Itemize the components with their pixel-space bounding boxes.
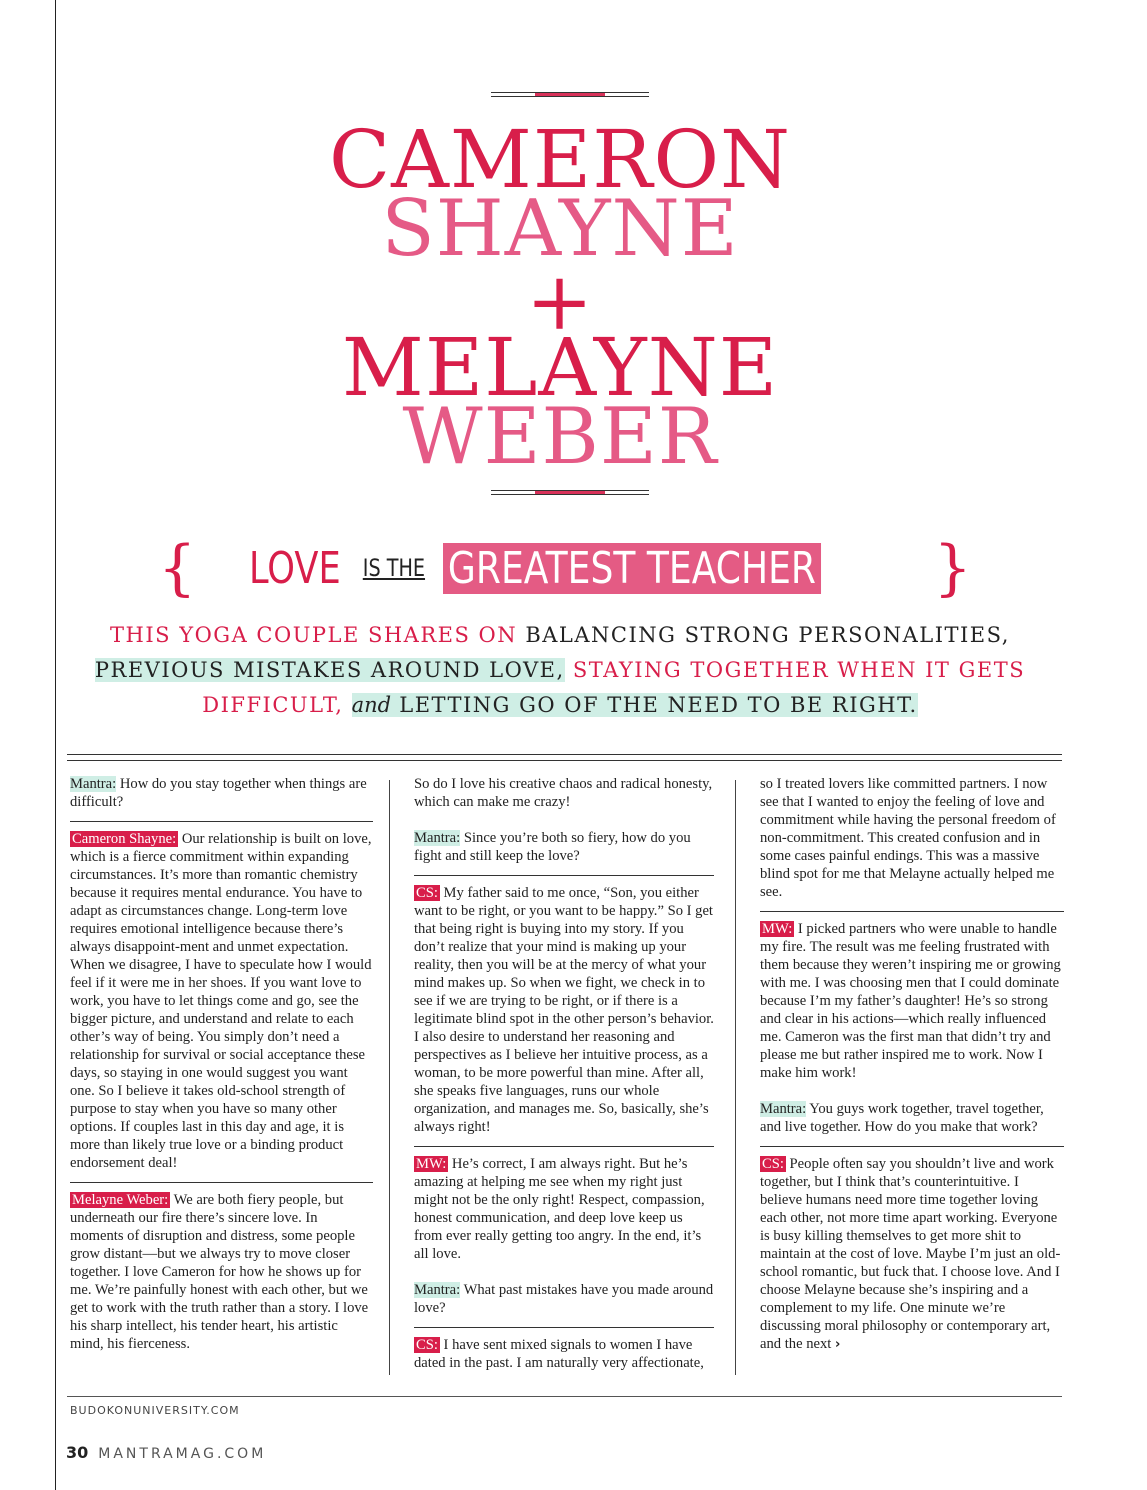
page-number: 30 bbox=[66, 1443, 89, 1462]
qa-paragraph bbox=[760, 1146, 1064, 1354]
body-bottom-rule bbox=[67, 1396, 1062, 1397]
qa-paragraph bbox=[414, 775, 714, 811]
column-2 bbox=[414, 775, 714, 1390]
speaker-label: Melayne Weber: bbox=[72, 1192, 169, 1208]
paragraph-text: Since you’re both so fiery, how do you fight and still keep the love? bbox=[414, 830, 691, 864]
qa-paragraph bbox=[414, 1281, 714, 1317]
qa-paragraph bbox=[70, 775, 373, 811]
subtitle-love: LOVE bbox=[249, 542, 342, 594]
paragraph-text: People often say you shouldn’t live and work together, but I think that’s counterintuitive. I believe humans need more time together loving each other, not more time apart working. Everyone is busy killing themselves to get more shit to maintain at the cost of love. Maybe I’m just an old-school romantic, but fuck that. I choose love. And I choose Melayne because she’s inspiring and a complement to my life. One minute we’re discussing moral philosophy or contemporary art, and the next bbox=[760, 1156, 1061, 1352]
paragraph-text: He’s correct, I am always right. But he’s amazing at helping me see when my right just might not be the only right! Respect, compassion, honest communication, and deep love keep us from ever really getting too angry. In the end, it’s all love. bbox=[414, 1156, 705, 1262]
speaker-label: Cameron Shayne: bbox=[72, 831, 177, 847]
subtitle-greatest-teacher: GREATEST TEACHER bbox=[443, 543, 821, 594]
magazine-site: MANTRAMAG.COM bbox=[98, 1446, 267, 1462]
qa-paragraph bbox=[70, 1182, 373, 1353]
paragraph-text: How do you stay together when things are difficult? bbox=[70, 776, 367, 810]
deck-part-1: THIS YOGA COUPLE SHARES ON bbox=[110, 623, 526, 647]
speaker-label: Mantra: bbox=[414, 830, 461, 846]
speaker-label: Mantra: bbox=[70, 776, 117, 792]
qa-paragraph bbox=[70, 821, 373, 1172]
paragraph-text: My father said to me once, “Son, you either want to be right, or you want to be happy.” So I get that being right is buying into my story. If you don’t realize that your mind is making up your reality, then you will be at the mercy of what your mind makes up. So when we fight, we check in to see if we are trying to be right, or if there is a legitimate blind spot in the other person’s behavior. I also desire to understand her reasoning and perspectives as I believe her intuitive process, as a woman, to be more powerful than mine. After all, she speaks five languages, runs our whole organization, and manages me. So, basically, she’s always right! bbox=[414, 885, 714, 1135]
qa-paragraph bbox=[760, 775, 1064, 901]
continue-arrow-icon: › bbox=[834, 1337, 841, 1352]
paragraph-text: So do I love his creative chaos and radical honesty, which can make me crazy! bbox=[414, 776, 713, 810]
photo-credit: BUDOKONUNIVERSITY.COM bbox=[70, 1404, 240, 1417]
title-ornament-top bbox=[491, 92, 649, 98]
speaker-label: CS: bbox=[416, 1337, 438, 1353]
paragraph-text: What past mistakes have you made around love? bbox=[414, 1282, 714, 1316]
paragraph-text: I picked partners who were unable to handle my fire. The result was me feeling frustrated with them because they weren’t inspiring me or growing with me. I was choosing men that I could dominate because I’m my father’s daughter! He’s so strong and clear in his actions—which really influenced me. Cameron was the first man that didn’t try and please me but rather inspired me to work. Now I make him work! bbox=[760, 921, 1061, 1081]
subtitle-open-brace: { bbox=[158, 533, 197, 603]
column-divider bbox=[389, 780, 390, 1375]
qa-paragraph bbox=[760, 1100, 1064, 1136]
deck-part-and: and bbox=[351, 693, 392, 717]
paragraph-text: We are both fiery people, but underneath our fire there’s sincere love. In moments of disruption and distress, some people grow distant—but we always try to move closer together. I love Cameron for how he shows up for me. We’re painfully honest with each other, but we get to work with the truth rather than a story. I love his sharp intellect, his tender heart, his artistic mind, his fierceness. bbox=[70, 1192, 369, 1352]
column-divider bbox=[735, 780, 736, 1375]
paragraph-text: You guys work together, travel together, and live together. How do you make that work? bbox=[760, 1101, 1044, 1135]
deck-part-4: STAYING TOGETHER WHEN IT GETS DIFFICULT, bbox=[202, 658, 1026, 717]
qa-paragraph bbox=[414, 875, 714, 1136]
subtitle bbox=[0, 533, 1130, 603]
speaker-label: MW: bbox=[762, 921, 793, 937]
column-1 bbox=[70, 775, 373, 1371]
column-3 bbox=[760, 775, 1064, 1372]
paragraph-text: so I treated lovers like committed partners. I now see that I wanted to enjoy the feeling of love and commitment while having the personal freedom of non-commitment. This created confusion and in some cases painful endings. This was a massive blind spot for me that Melayne actually helped me see. bbox=[760, 776, 1056, 900]
qa-paragraph bbox=[414, 829, 714, 865]
qa-paragraph bbox=[414, 1146, 714, 1263]
deck-part-6: LETTING GO OF THE NEED TO BE RIGHT. bbox=[391, 693, 918, 717]
folio bbox=[66, 1443, 266, 1462]
body-top-rule bbox=[67, 754, 1062, 761]
speaker-label: Mantra: bbox=[760, 1101, 807, 1117]
speaker-label: CS: bbox=[762, 1156, 784, 1172]
paragraph-text: I have sent mixed signals to women I have dated in the past. I am naturally very affectionate, bbox=[414, 1337, 704, 1371]
title-ornament-bottom bbox=[491, 490, 649, 496]
subtitle-close-brace: } bbox=[933, 533, 972, 603]
paragraph-text: Our relationship is built on love, which is a fierce commitment within expanding circumstances. It’s more than romantic chemistry because it requires mental endurance. You have to adapt as circumstances change. Long-term love requires emotional intelligence because there’s always disappoint-ment and unmet expectation. When we disagree, I have to speculate how I would feel if it were me in her shoes. If you want love to work, you have to let things come and go, see the bigger picture, and understand and relate to each other’s way of being. You simply don’t need a relationship for survival or social acceptance these days, so staying in one would suggest you want one. So I believe it takes old-school strength of purpose to stay when you have so many other options. If couples last in this day and age, it is more than likely true love or a binding product endorsement deal! bbox=[70, 831, 372, 1171]
speaker-label: MW: bbox=[416, 1156, 447, 1172]
subtitle-is-the: IS THE bbox=[362, 554, 426, 582]
title-line-shayne: SHAYNE bbox=[381, 184, 739, 274]
speaker-label: Mantra: bbox=[414, 1282, 461, 1298]
title-line-cameron: CAMERON bbox=[328, 113, 792, 206]
title-line-weber: WEBER bbox=[402, 392, 718, 482]
qa-paragraph bbox=[760, 911, 1064, 1082]
speaker-label: CS: bbox=[416, 885, 438, 901]
qa-paragraph bbox=[414, 1327, 714, 1372]
deck-intro bbox=[60, 618, 1060, 723]
title-plus: + bbox=[525, 255, 595, 348]
deck-part-2: BALANCING STRONG PERSONALITIES, bbox=[525, 623, 1010, 647]
title-line-melayne: MELAYNE bbox=[341, 321, 779, 414]
deck-part-3: PREVIOUS MISTAKES AROUND LOVE, bbox=[94, 658, 565, 682]
